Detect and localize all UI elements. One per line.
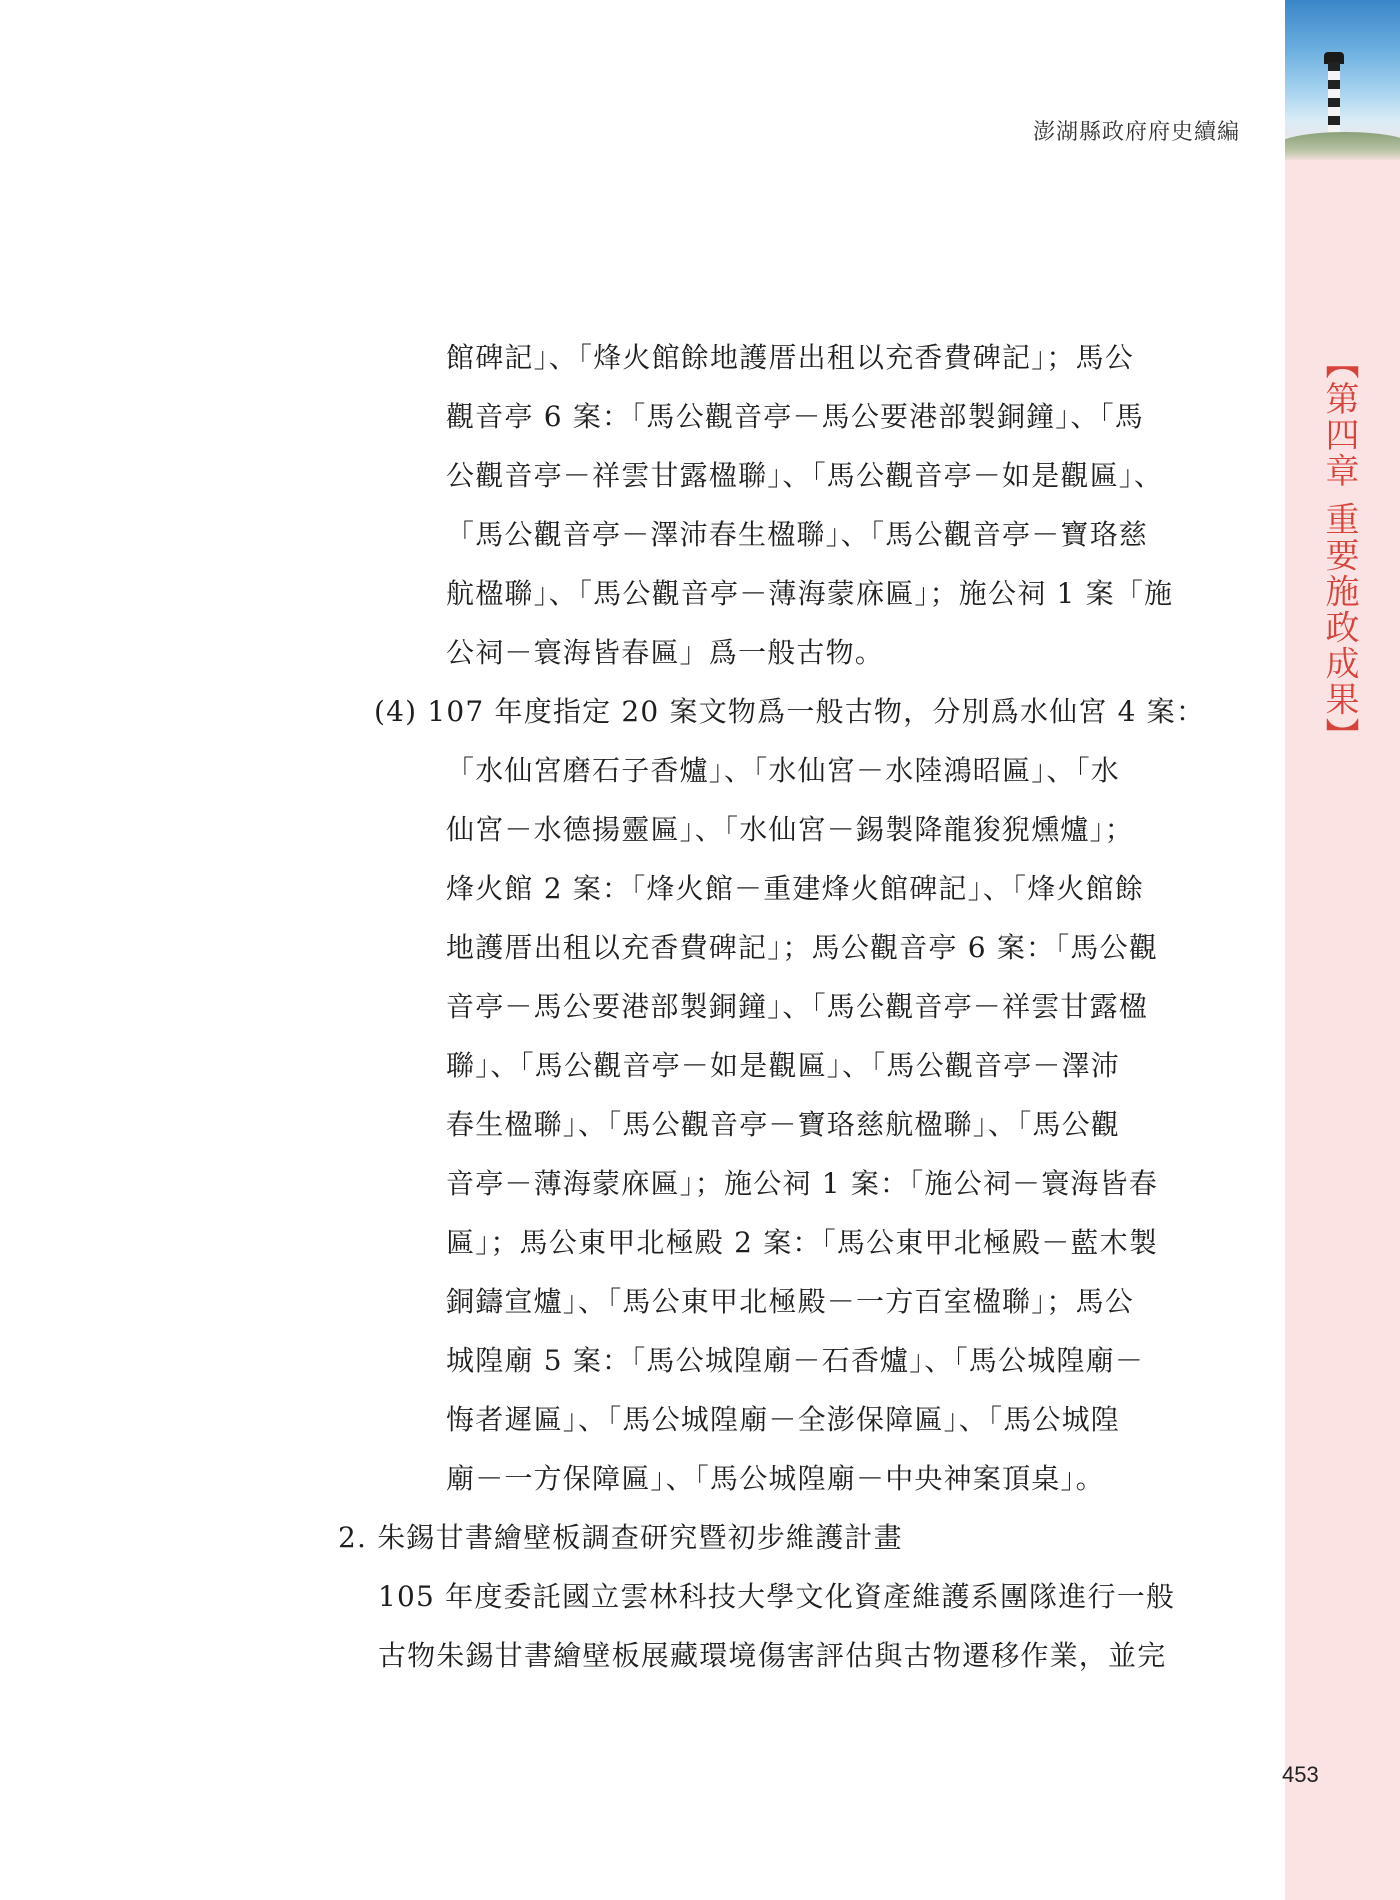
- body-line: 航楹聯」、「馬公觀音亭－薄海蒙庥匾」；施公祠 1 案「施: [446, 577, 1174, 610]
- body-line: 春生楹聯」、「馬公觀音亭－寶珞慈航楹聯」、「馬公觀: [446, 1108, 1121, 1141]
- body-line: 廟－一方保障匾」、「馬公城隍廟－中央神案頂桌」。: [446, 1462, 1105, 1495]
- body-line: 公觀音亭－祥雲甘露楹聯」、「馬公觀音亭－如是觀匾」、: [446, 459, 1164, 492]
- lighthouse-photo: [1285, 0, 1400, 160]
- body-line: 聯」、「馬公觀音亭－如是觀匾」、「馬公觀音亭－澤沛: [446, 1049, 1121, 1082]
- body-line: 城隍廟 5 案：「馬公城隍廟－石香爐」、「馬公城隍廟－: [446, 1344, 1145, 1377]
- body-line: 音亭－薄海蒙庥匾」；施公祠 1 案：「施公祠－寰海皆春: [446, 1167, 1159, 1200]
- body-line: 105 年度委託國立雲林科技大學文化資產維護系團隊進行一般: [378, 1580, 1176, 1613]
- body-line: 館碑記」、「烽火館餘地護厝出租以充香費碑記」；馬公: [446, 341, 1135, 374]
- body-line: 「馬公觀音亭－澤沛春生楹聯」、「馬公觀音亭－寶珞慈: [446, 518, 1149, 551]
- body-line: 烽火館 2 案：「烽火館－重建烽火館碑記」、「烽火館餘: [446, 872, 1145, 905]
- running-header-title: 澎湖縣政府府史續編: [1032, 120, 1240, 145]
- body-line: 悔者遲匾」、「馬公城隍廟－全澎保障匾」、「馬公城隍: [446, 1403, 1121, 1436]
- body-line: 匾」；馬公東甲北極殿 2 案：「馬公東甲北極殿－藍木製: [446, 1226, 1159, 1259]
- island-shore: [1285, 132, 1400, 160]
- body-line: 音亭－馬公要港部製銅鐘」、「馬公觀音亭－祥雲甘露楹: [446, 990, 1149, 1023]
- body-line: 仙宮－水德揚靈匾」、「水仙宮－錫製降龍狻猊燻爐」；: [446, 813, 1135, 846]
- body-line: 「水仙宮磨石子香爐」、「水仙宮－水陸鴻昭匾」、「水: [446, 754, 1121, 787]
- body-line: 公祠－寰海皆春匾」爲一般古物。: [446, 636, 885, 669]
- body-line: 銅鑄宣爐」、「馬公東甲北極殿－一方百室楹聯」；馬公: [446, 1285, 1135, 1318]
- page-number: 453: [1282, 1762, 1319, 1787]
- body-line: 觀音亭 6 案：「馬公觀音亭－馬公要港部製銅鐘」、「馬: [446, 400, 1145, 433]
- chapter-tab-label: 【第四章 重要施政成果】: [1319, 345, 1359, 754]
- list-item-heading: (4) 107 年度指定 20 案文物爲一般古物，分別爲水仙宮 4 案：: [374, 695, 1206, 728]
- lighthouse-tower: [1328, 62, 1340, 140]
- section-heading: 2. 朱錫甘書繪壁板調查研究暨初步維護計畫: [338, 1521, 903, 1554]
- chapter-side-strip: [1285, 0, 1400, 1900]
- body-line: 地護厝出租以充香費碑記」；馬公觀音亭 6 案：「馬公觀: [446, 931, 1159, 964]
- body-line: 古物朱錫甘書繪壁板展藏環境傷害評估與古物遷移作業，並完: [378, 1639, 1167, 1672]
